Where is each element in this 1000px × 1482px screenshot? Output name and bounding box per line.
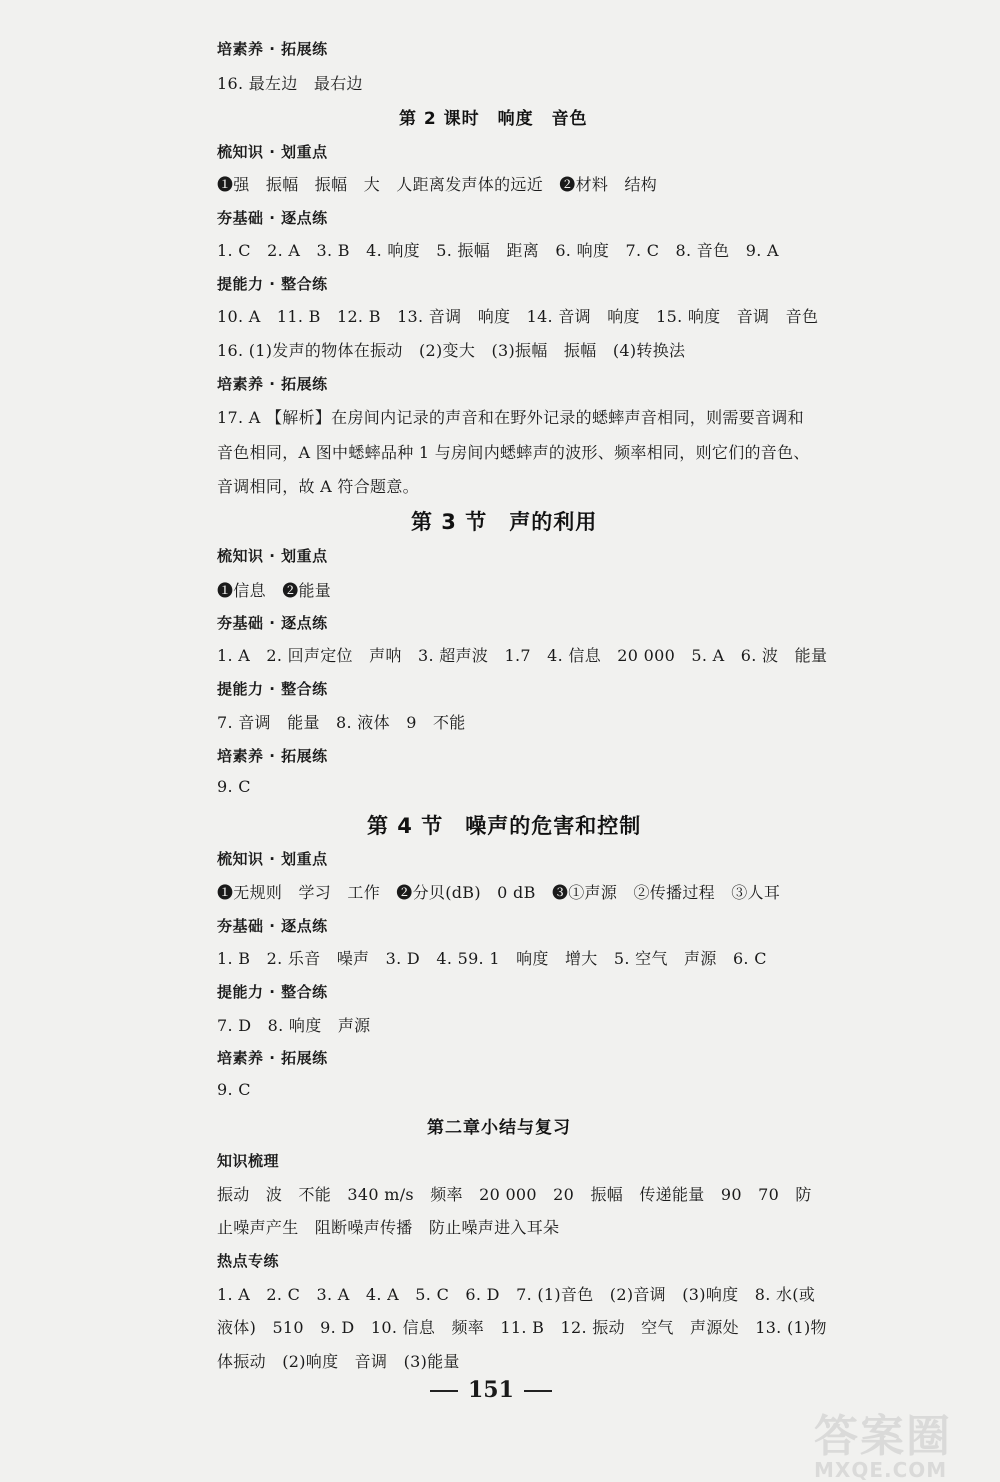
answer-line: 16. (1)发声的物体在振动 (2)变大 (3)振幅 振幅 (4)转换法 (217, 341, 686, 360)
section-label: 提能力 · 整合练 (217, 275, 328, 293)
answer-line: 16. 最左边 最右边 (217, 74, 363, 93)
answer-line: 1. A 2. C 3. A 4. A 5. C 6. D 7. (1)音色 (2)音调 (3)响度 8. 水(或 (217, 1285, 816, 1304)
answer-line: 9. C (217, 777, 251, 796)
section-label: 热点专练 (217, 1252, 280, 1270)
section-label: 夯基础 · 逐点练 (217, 209, 328, 227)
answer-line: 止噪声产生 阻断噪声传播 防止噪声进入耳朵 (217, 1218, 560, 1237)
answer-line: 液体) 510 9. D 10. 信息 频率 11. B 12. 振动 空气 声源处 13. (1)物 (217, 1318, 827, 1337)
watermark-en: MXQE.COM (814, 1458, 948, 1482)
answer-line: 9. C (217, 1080, 251, 1099)
section-heading: 第 3 节 声的利用 (411, 510, 598, 534)
page-number (420, 1377, 562, 1403)
section-label: 培素养 · 拓展练 (217, 1049, 328, 1067)
section-label: 培素养 · 拓展练 (217, 375, 328, 393)
section-label: 知识梳理 (217, 1152, 280, 1170)
section-label: 培素养 · 拓展练 (217, 747, 328, 765)
section-label: 夯基础 · 逐点练 (217, 917, 328, 935)
answer-line: ❶无规则 学习 工作 ❷分贝(dB) 0 dB ❸①声源 ②传播过程 ③人耳 (217, 883, 781, 902)
answer-line: 1. B 2. 乐音 噪声 3. D 4. 59. 1 响度 增大 5. 空气 声源 6. C (217, 949, 767, 968)
answer-line: 1. C 2. A 3. B 4. 响度 5. 振幅 距离 6. 响度 7. C 8. 音色 9. A (217, 241, 779, 260)
answer-line: 体振动 (2)响度 音调 (3)能量 (217, 1352, 460, 1371)
chapter-summary-heading: 第二章小结与复习 (427, 1118, 571, 1138)
answer-line: 1. A 2. 回声定位 声呐 3. 超声波 1.7 4. 信息 20 000 5. A 6. 波 能量 (217, 646, 828, 665)
page-number-text: 151 (468, 1377, 514, 1403)
dash-left (430, 1390, 458, 1392)
answer-line: ❶强 振幅 振幅 大 人距离发声体的远近 ❷材料 结构 (217, 175, 658, 194)
section-label: 夯基础 · 逐点练 (217, 614, 328, 632)
section-label: 梳知识 · 划重点 (217, 850, 328, 868)
section-label: 培素养 · 拓展练 (217, 40, 328, 58)
answer-line: 10. A 11. B 12. B 13. 音调 响度 14. 音调 响度 15. 响度 音调 音色 (217, 307, 819, 326)
answer-line: 17. A 【解析】在房间内记录的声音和在野外记录的蟋蟀声音相同，则需要音调和 (217, 408, 804, 427)
dash-right (524, 1390, 552, 1392)
answer-line: 音色相同，A 图中蟋蟀品种 1 与房间内蟋蟀声的波形、频率相同，则它们的音色、 (217, 443, 810, 462)
section-heading: 第 4 节 噪声的危害和控制 (367, 814, 642, 838)
watermark-cn: 答案圈 (814, 1411, 952, 1462)
answer-line: 音调相同，故 A 符合题意。 (217, 477, 419, 496)
answer-line: 7. D 8. 响度 声源 (217, 1016, 371, 1035)
section-label: 梳知识 · 划重点 (217, 547, 328, 565)
watermark-logo (814, 1400, 974, 1482)
answer-line: ❶信息 ❷能量 (217, 581, 332, 600)
section-label: 提能力 · 整合练 (217, 983, 328, 1001)
section-label: 提能力 · 整合练 (217, 680, 328, 698)
lesson-heading: 第 2 课时 响度 音色 (399, 109, 588, 129)
section-label: 梳知识 · 划重点 (217, 143, 328, 161)
answer-line: 7. 音调 能量 8. 液体 9 不能 (217, 713, 466, 732)
answer-line: 振动 波 不能 340 m/s 频率 20 000 20 振幅 传递能量 90 70 防 (217, 1185, 812, 1204)
